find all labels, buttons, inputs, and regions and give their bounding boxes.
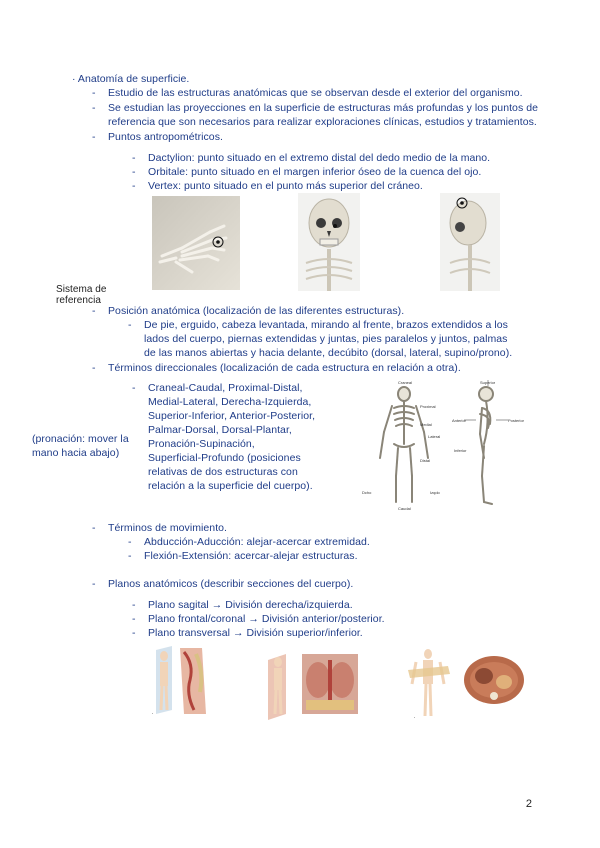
bullet-dash: - [132, 613, 136, 625]
label-caudal: Caudal [398, 506, 411, 511]
pronacion-note-2: mano hacia abajo) [32, 447, 120, 459]
label-medial: Medial [420, 422, 432, 427]
label-distal: Distal [420, 458, 431, 463]
svg-text:.: . [414, 714, 416, 720]
skeleton-front-diagram [358, 378, 450, 512]
plano-transversal: Plano transversal → División superior/inferior. [148, 627, 363, 639]
bullet-dash: - [132, 627, 136, 639]
plano-sagital: Plano sagital → División derecha/izquierda. [148, 599, 353, 611]
intro-item-2: Se estudian las proyecciones en la superficie de estructuras más profundas y los puntos de [108, 102, 538, 114]
point-orbitale: Orbitale: punto situado en el margen inferior óseo de la cuenca del ojo. [148, 166, 482, 178]
label-superior: Superior [480, 380, 496, 385]
transverse-plane-image [406, 646, 526, 720]
bullet-dash: - [92, 362, 96, 374]
hand-skeleton-image [152, 196, 240, 290]
movimiento-item-1: Abducción-Aducción: alejar-acercar extremidad. [144, 536, 370, 548]
terminos-line-8: relación a la superficie del cuerpo). [148, 480, 313, 492]
label-izqdo: Izqdo [430, 490, 440, 495]
bullet-dash: - [132, 166, 136, 178]
skeleton-side-diagram [452, 378, 528, 512]
point-dactylion: Dactylion: punto situado en el extremo distal del dedo medio de la mano. [148, 152, 491, 164]
label-posterior: Posterior [508, 418, 525, 423]
bullet-dash: - [92, 131, 96, 143]
bullet-dash: - [92, 522, 96, 534]
side-label-line2: referencia [56, 295, 101, 306]
terminos-line-7: relativas de dos estructuras con [148, 466, 298, 478]
bullet-dash: - [92, 87, 96, 99]
side-label-line1: Sistema de [56, 284, 107, 295]
movimiento-title: Términos de movimiento. [108, 522, 228, 534]
bullet-dash: - [128, 319, 132, 331]
bullet-dash: - [132, 152, 136, 164]
posicion-desc-3: de las manos abiertas y hacia delante, decúbito (dorsal, lateral, supino/prono). [144, 347, 513, 359]
terminos-line-5: Pronación-Supinación, [148, 438, 255, 450]
label-proximal: Proximal [420, 404, 436, 409]
terminos-line-4: Palmar-Dorsal, Dorsal-Plantar, [148, 424, 292, 436]
planos-title: Planos anatómicos (describir secciones del cuerpo). [108, 578, 354, 590]
posicion-desc-1: De pie, erguido, cabeza levantada, mirando al frente, brazos extendidos a los [144, 319, 508, 331]
posicion-desc-2: lados del cuerpo, piernas extendidas y juntas, pies paralelos y juntos, palmas [144, 333, 508, 345]
frontal-plane-image [264, 650, 360, 720]
label-lateral: Lateral [428, 434, 441, 439]
terminos-line-3: Superior-Inferior, Anterior-Posterior, [148, 410, 316, 422]
terminos-line-1: Craneal-Caudal, Proximal-Distal, [148, 382, 303, 394]
movimiento-item-2: Flexión-Extensión: acercar-alejar estructuras. [144, 550, 358, 562]
pronacion-note-1: (pronación: mover la [32, 433, 129, 445]
svg-text:.: . [152, 710, 154, 716]
skull-front-image [298, 193, 360, 291]
bullet-dash: - [92, 305, 96, 317]
bullet-dash: - [128, 536, 132, 548]
intro-item-2-cont: referencia que son necesarios para realizar exploraciones clínicas, estudios y tratamientos. [108, 116, 537, 128]
label-anterior: Anterior [452, 418, 467, 423]
bullet-dash: - [132, 382, 136, 394]
sagittal-plane-image [150, 644, 222, 716]
section-heading: · Anatomía de superficie. [72, 73, 190, 85]
bullet-dash: - [92, 578, 96, 590]
intro-item-3: Puntos antropométricos. [108, 131, 223, 143]
label-inferior: Inferior [454, 448, 467, 453]
bullet-dash: - [132, 599, 136, 611]
plano-frontal: Plano frontal/coronal → División anterior/posterior. [148, 613, 385, 625]
page-number: 2 [525, 798, 532, 810]
skull-side-image [440, 193, 500, 291]
label-craneal: Craneal [398, 380, 413, 385]
posicion-title: Posición anatómica (localización de las diferentes estructuras). [108, 305, 405, 317]
point-vertex: Vertex: punto situado en el punto más superior del cráneo. [148, 180, 423, 192]
bullet-dash: - [128, 550, 132, 562]
bullet-dash: - [92, 102, 96, 114]
intro-item-1: Estudio de las estructuras anatómicas que se observan desde el exterior del organismo. [108, 87, 523, 99]
bullet-dash: - [132, 180, 136, 192]
terminos-title: Términos direccionales (localización de cada estructura en relación a otra). [108, 362, 461, 374]
label-dcho: Dcho [362, 490, 372, 495]
terminos-line-2: Medial-Lateral, Derecha-Izquierda, [148, 396, 312, 408]
terminos-line-6: Superficial-Profundo (posiciones [148, 452, 301, 464]
